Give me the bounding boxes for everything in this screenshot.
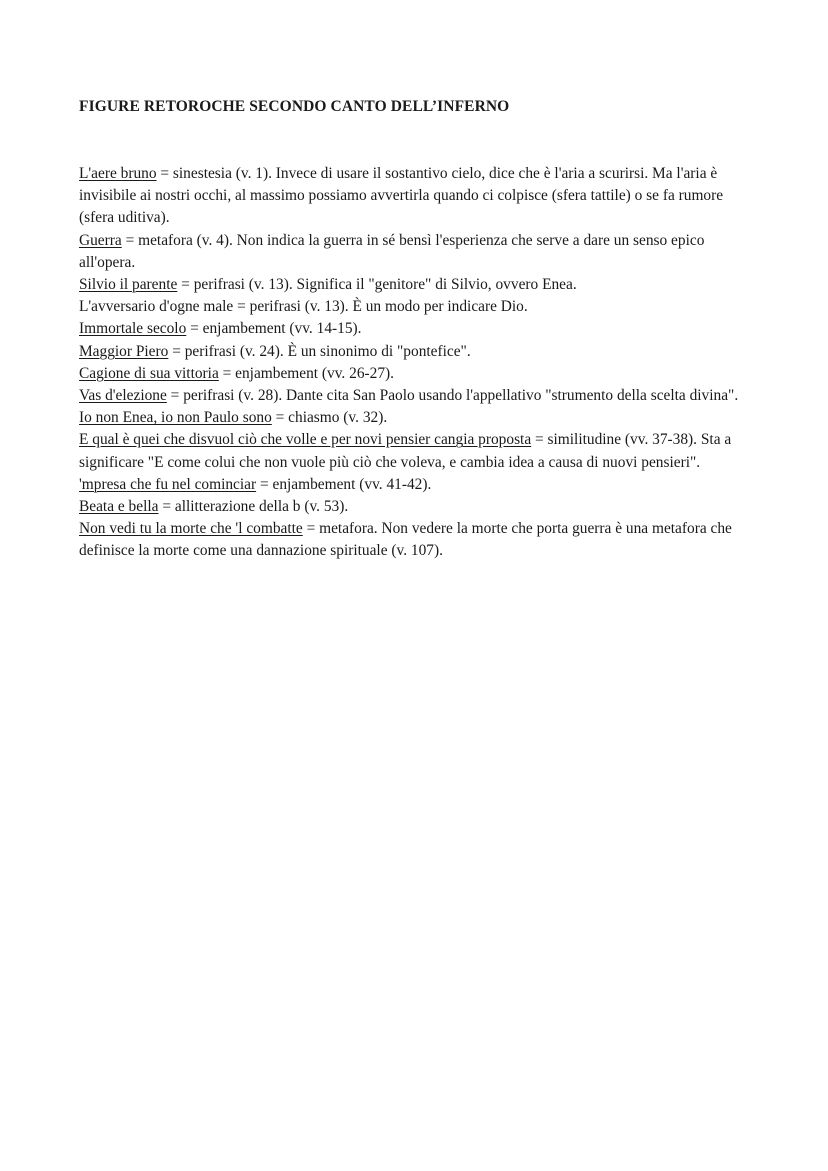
- document-title: FIGURE RETOROCHE SECONDO CANTO DELL’INFERNO: [79, 98, 510, 115]
- figure-term: Immortale secolo: [79, 320, 187, 338]
- figures-list: [79, 163, 749, 563]
- figure-term: Maggior Piero: [79, 342, 169, 360]
- list-item: [79, 474, 749, 496]
- figure-description: = sinestesia (v. 1). Invece di usare il sostantivo cielo, dice che è l'aria a scurirsi. Ma l'aria è invisibile ai nostri occhi, al massimo possiamo avvertirla quando ci colpisce (sfera tattile) o se fa rumore (sfera uditiva).: [79, 165, 724, 227]
- figure-term: Cagione di sua vittoria: [79, 364, 219, 382]
- list-item: [79, 296, 749, 318]
- figure-term: Non vedi tu la morte che 'l combatte: [79, 520, 303, 538]
- figure-term: Vas d'elezione: [79, 387, 167, 405]
- list-item: [79, 407, 749, 429]
- figure-description: = allitterazione della b (v. 53).: [158, 498, 349, 516]
- figure-term: Guerra: [79, 231, 122, 249]
- figure-description: = similitudine (vv. 37-38). Sta a significare "E come colui che non vuole più ciò che voleva, e cambia idea a causa di nuovi pensieri".: [79, 431, 732, 471]
- figure-description: = enjambement (vv. 41-42).: [256, 475, 432, 493]
- figure-term: 'mpresa che fu nel cominciar: [79, 475, 257, 493]
- figure-description: = perifrasi (v. 28). Dante cita San Paolo usando l'appellativo "strumento della scelta divina".: [166, 387, 739, 405]
- figure-description: = chiasmo (v. 32).: [271, 409, 388, 427]
- figure-description: = enjambement (vv. 26-27).: [218, 364, 394, 382]
- figure-description: = perifrasi (v. 13). Significa il "genitore" di Silvio, ovvero Enea.: [177, 276, 577, 294]
- list-item: [79, 496, 749, 518]
- figure-description: L'avversario d'ogne male = perifrasi (v. 13). È un modo per indicare Dio.: [79, 298, 528, 316]
- list-item: [79, 429, 749, 473]
- figure-description: = perifrasi (v. 24). È un sinonimo di "pontefice".: [168, 342, 471, 360]
- list-item: [79, 385, 749, 407]
- list-item: [79, 274, 749, 296]
- figure-term: Silvio il parente: [79, 276, 178, 294]
- figure-description: = metafora (v. 4). Non indica la guerra in sé bensì l'esperienza che serve a dare un senso epico all'opera.: [79, 231, 705, 271]
- list-item: [79, 163, 749, 230]
- list-item: [79, 518, 749, 562]
- figure-description: = metafora. Non vedere la morte che porta guerra è una metafora che definisce la morte come una dannazione spirituale (v. 107).: [79, 520, 732, 560]
- figure-term: E qual è quei che disvuol ciò che volle e per novi pensier cangia proposta: [79, 431, 532, 449]
- figure-term: Io non Enea, io non Paulo sono: [79, 409, 272, 427]
- figure-description: = enjambement (vv. 14-15).: [186, 320, 362, 338]
- figure-term: L'aere bruno: [79, 165, 157, 182]
- list-item: [79, 230, 749, 274]
- list-item: [79, 318, 749, 340]
- list-item: [79, 363, 749, 385]
- figure-term: Beata e bella: [79, 498, 159, 516]
- list-item: [79, 341, 749, 363]
